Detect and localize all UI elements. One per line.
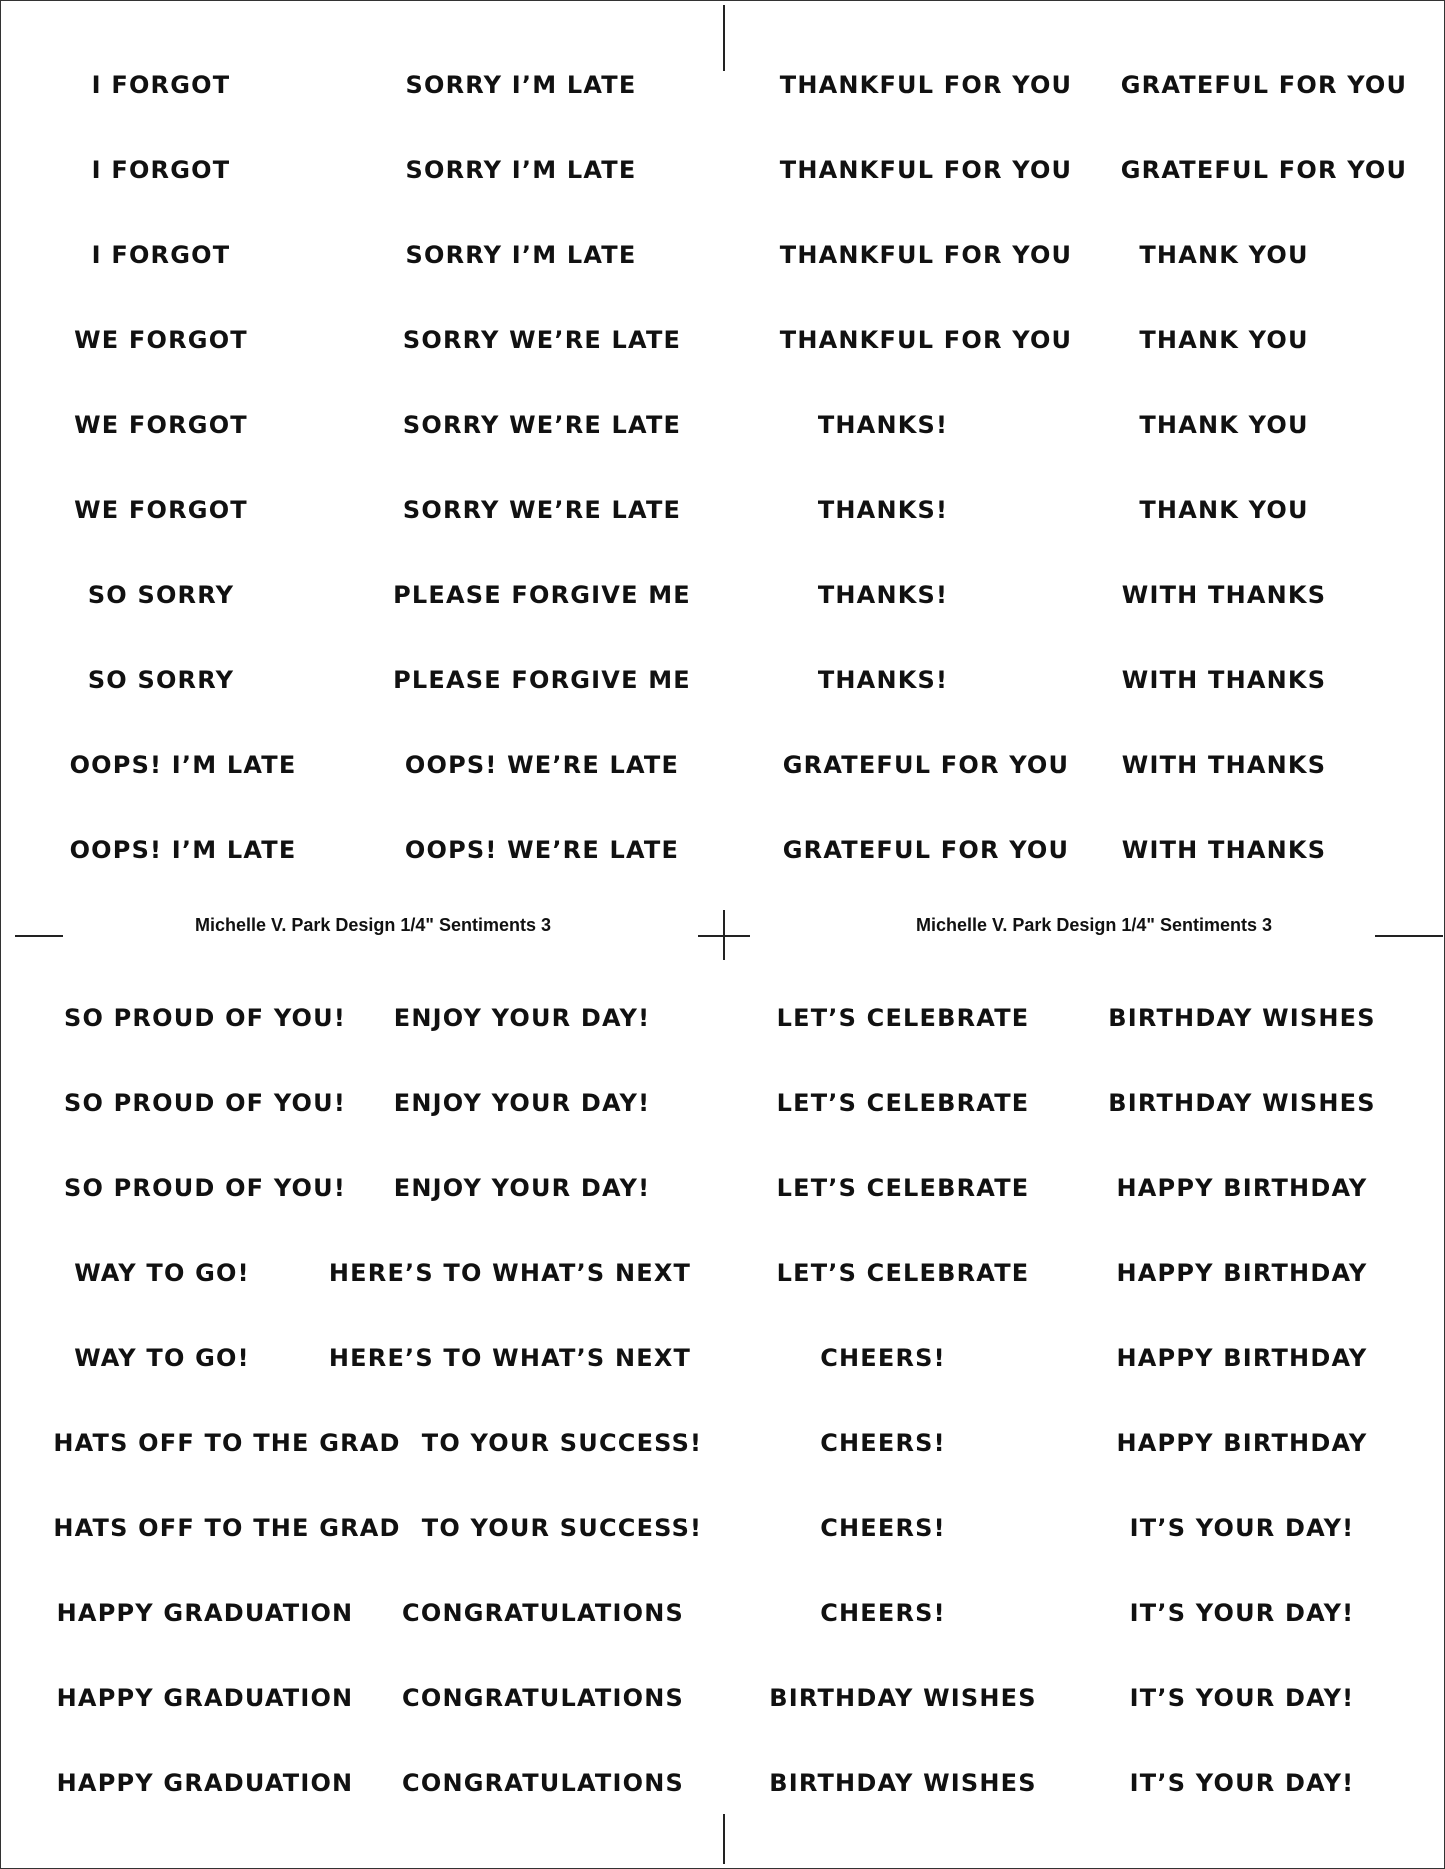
sentiment-label: SO PROUD OF YOU! — [64, 1174, 346, 1202]
sentiment-label: BIRTHDAY WISHES — [1108, 1089, 1376, 1117]
sentiment-label: SORRY WE’RE LATE — [402, 411, 682, 439]
sentiment-label: BIRTHDAY WISHES — [769, 1684, 1037, 1712]
sentiment-label: I FORGOT — [91, 71, 231, 99]
sentiment-label: HAPPY GRADUATION — [56, 1769, 354, 1797]
sentiment-label: OOPS! I’M LATE — [69, 751, 297, 779]
sentiment-label: WITH THANKS — [1121, 581, 1327, 609]
sentiment-label: I FORGOT — [91, 156, 231, 184]
crop-mark-left — [15, 935, 63, 937]
sentiment-label: THANKS! — [817, 581, 949, 609]
sentiment-label: OOPS! WE’RE LATE — [404, 836, 680, 864]
footer-left: Michelle V. Park Design 1/4" Sentiments 3 — [194, 915, 552, 935]
sentiment-label: THANKS! — [817, 666, 949, 694]
sentiment-label: OOPS! I’M LATE — [69, 836, 297, 864]
sentiment-label: THANKFUL FOR YOU — [779, 326, 1073, 354]
sentiment-label: PLEASE FORGIVE ME — [393, 581, 691, 609]
sentiment-label: HATS OFF TO THE GRAD — [53, 1429, 401, 1457]
sentiment-label: I FORGOT — [91, 241, 231, 269]
sentiment-label: IT’S YOUR DAY! — [1129, 1599, 1355, 1627]
crop-mark-bottom — [723, 1814, 725, 1864]
sentiment-label: LET’S CELEBRATE — [776, 1004, 1030, 1032]
sentiment-label: CHEERS! — [820, 1344, 946, 1372]
sentiment-label: CHEERS! — [820, 1429, 946, 1457]
sentiment-label: SORRY WE’RE LATE — [402, 496, 682, 524]
sentiment-label: ENJOY YOUR DAY! — [393, 1089, 651, 1117]
sentiment-label: PLEASE FORGIVE ME — [393, 666, 691, 694]
sentiment-label: CONGRATULATIONS — [402, 1599, 684, 1627]
sentiment-label: TO YOUR SUCCESS! — [421, 1514, 703, 1542]
sentiment-label: SO PROUD OF YOU! — [64, 1089, 346, 1117]
sentiment-label: ENJOY YOUR DAY! — [393, 1174, 651, 1202]
sentiment-label: GRATEFUL FOR YOU — [782, 836, 1070, 864]
sentiment-label: HAPPY BIRTHDAY — [1116, 1429, 1368, 1457]
sentiment-label: SORRY I’M LATE — [405, 241, 637, 269]
sentiment-label: HERE’S TO WHAT’S NEXT — [328, 1259, 692, 1287]
sentiment-label: THANKS! — [817, 411, 949, 439]
sentiment-label: HAPPY GRADUATION — [56, 1684, 354, 1712]
sentiment-label: THANKFUL FOR YOU — [779, 71, 1073, 99]
footer-right: Michelle V. Park Design 1/4" Sentiments 3 — [915, 915, 1273, 935]
sentiment-label: CHEERS! — [820, 1599, 946, 1627]
sentiment-label: ENJOY YOUR DAY! — [393, 1004, 651, 1032]
sentiment-label: WE FORGOT — [74, 411, 248, 439]
sentiment-label: IT’S YOUR DAY! — [1129, 1769, 1355, 1797]
sentiment-label: CONGRATULATIONS — [402, 1769, 684, 1797]
sentiment-label: IT’S YOUR DAY! — [1129, 1514, 1355, 1542]
sentiment-label: SO SORRY — [87, 581, 235, 609]
sentiment-label: HATS OFF TO THE GRAD — [53, 1514, 401, 1542]
sentiment-label: HAPPY BIRTHDAY — [1116, 1259, 1368, 1287]
sentiment-label: WAY TO GO! — [74, 1259, 250, 1287]
center-cross-vertical — [723, 910, 725, 960]
sentiment-label: BIRTHDAY WISHES — [1108, 1004, 1376, 1032]
sentiment-label: LET’S CELEBRATE — [776, 1259, 1030, 1287]
sentiment-label: THANK YOU — [1139, 326, 1309, 354]
sentiment-label: WITH THANKS — [1121, 836, 1327, 864]
sentiment-label: TO YOUR SUCCESS! — [421, 1429, 703, 1457]
sentiment-label: SORRY WE’RE LATE — [402, 326, 682, 354]
sentiment-label: CHEERS! — [820, 1514, 946, 1542]
sentiment-label: SO SORRY — [87, 666, 235, 694]
crop-mark-top — [723, 5, 725, 71]
sentiment-label: WE FORGOT — [74, 326, 248, 354]
crop-mark-right — [1375, 935, 1443, 937]
sentiment-label: THANK YOU — [1139, 411, 1309, 439]
sentiment-label: GRATEFUL FOR YOU — [782, 751, 1070, 779]
sentiment-label: THANKS! — [817, 496, 949, 524]
sentiment-label: WITH THANKS — [1121, 666, 1327, 694]
sentiment-label: LET’S CELEBRATE — [776, 1089, 1030, 1117]
sentiment-label: GRATEFUL FOR YOU — [1120, 156, 1408, 184]
sentiment-label: SORRY I’M LATE — [405, 71, 637, 99]
sentiment-label: GRATEFUL FOR YOU — [1120, 71, 1408, 99]
sentiment-label: LET’S CELEBRATE — [776, 1174, 1030, 1202]
sentiment-label: WITH THANKS — [1121, 751, 1327, 779]
sentiment-label: SO PROUD OF YOU! — [64, 1004, 346, 1032]
sentiment-label: HAPPY GRADUATION — [56, 1599, 354, 1627]
sentiment-label: HAPPY BIRTHDAY — [1116, 1344, 1368, 1372]
sentiment-label: HERE’S TO WHAT’S NEXT — [328, 1344, 692, 1372]
sentiment-label: BIRTHDAY WISHES — [769, 1769, 1037, 1797]
sentiment-label: SORRY I’M LATE — [405, 156, 637, 184]
sentiment-label: OOPS! WE’RE LATE — [404, 751, 680, 779]
sentiment-label: CONGRATULATIONS — [402, 1684, 684, 1712]
sentiment-label: WAY TO GO! — [74, 1344, 250, 1372]
sentiment-label: THANK YOU — [1139, 241, 1309, 269]
sentiment-label: WE FORGOT — [74, 496, 248, 524]
sentiment-label: IT’S YOUR DAY! — [1129, 1684, 1355, 1712]
sentiment-label: THANKFUL FOR YOU — [779, 241, 1073, 269]
sentiment-label: THANKFUL FOR YOU — [779, 156, 1073, 184]
sentiment-label: HAPPY BIRTHDAY — [1116, 1174, 1368, 1202]
sentiment-label: THANK YOU — [1139, 496, 1309, 524]
